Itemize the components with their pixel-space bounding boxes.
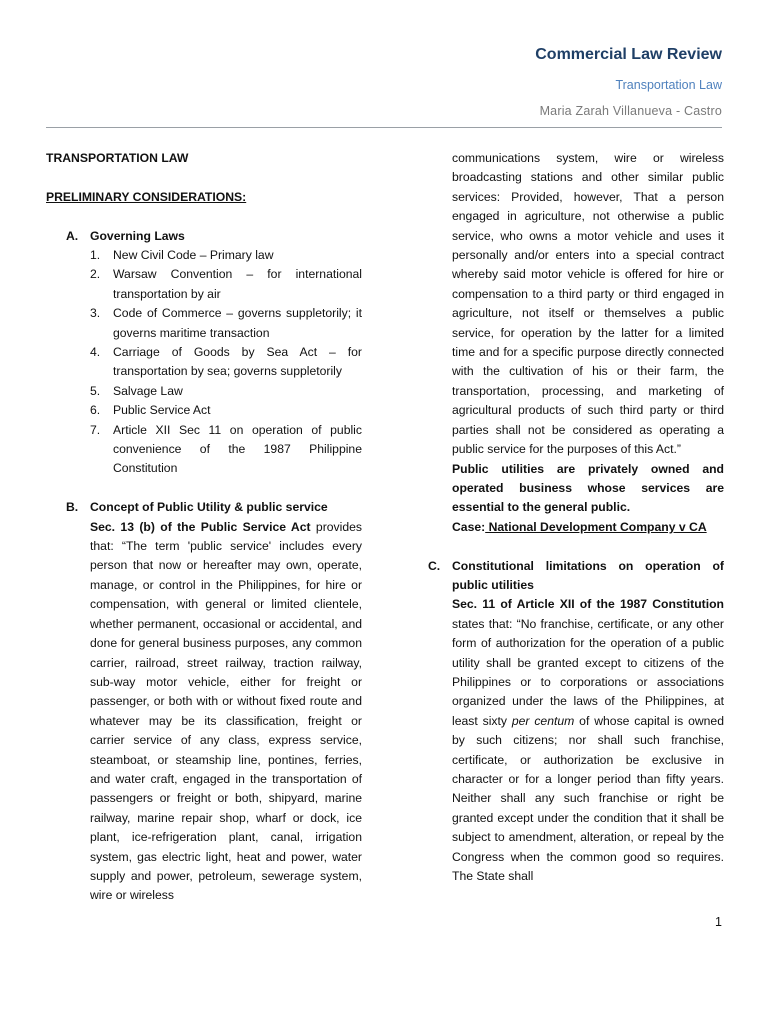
section-b-text: provides that: “The term 'public service' includes every person that now or hereafter may own, operate, manage, or control in the Philippines, for hire or compensation, with general or limited clientele, whether permanent, occasional or accidental, and done for general business purposes, any common carrier, railroad, street railway, traction railway, sub-way motor vehicle, either for freight or passenger, or both with or without fixed route and whatever may be its classification, freight or carrier service of any class, express service, steamboat, or steamship line, pontines, ferries, and water craft, engaged in the transportation of passengers or freight or both, shipyard, marine railway, marine repair shop, wharf or dock, ice plant, ice-refrigeration plant, canal, irrigation system, gas electric light, heat and power, water supply and power, petroleum, sewerage system, wire or wireless <box>90 519 362 903</box>
law-list-item: 7. Article XII Sec 11 on operation of public convenience of the 1987 Philippine Constitution <box>90 422 362 476</box>
preliminary-heading: PRELIMINARY CONSIDERATIONS: <box>46 189 247 204</box>
section-b-body <box>46 518 362 906</box>
public-utilities-definition: Public utilities are privately owned and operated business whose services are essential to the general public. <box>452 461 724 515</box>
document-heading: TRANSPORTATION LAW <box>46 151 189 165</box>
section-c-body: Sec. 11 of Article XII of the 1987 Constitution states that: “No franchise, certificate, or any other form of authorization for the operation of a public utility shall be granted except to citizens of the Philippines or to corporations or associations organized under the laws of the Philippines, at least sixty per centum of whose capital is owned by such citizens; nor shall such franchise, certificate, or authorization be exclusive in character or for a longer period than fifty years. Neither shall any such franchise or right be granted except under the condition that it shall be subject to amendment, alteration, or repeal by the Congress when the common good so requires. The State shall <box>452 597 724 884</box>
continued-text: communications system, wire or wireless broadcasting stations and other similar public services: Provided, however, That a person engaged in agriculture, not otherwise a public service, who owns a motor vehicle and uses it personally and/or enters into a special contract whereby said motor vehicle is offered for hire or compensation to a third party or third engaged in agriculture, not itself or themselves a public service, for operation by the latter for a limited time and for a specific purpose directly connected with the cultivation of his or their farm, the transportation, processing, and marketing of agricultural products of such third party or third parties shall not be considered as operating a public service for the purposes of this Act.” <box>452 151 724 457</box>
section-b-title: Concept of Public Utility & public service <box>90 500 328 515</box>
section-c-title: Constitutional limitations on operation of public utilities <box>452 558 724 592</box>
page-number: 1 <box>715 915 722 929</box>
section-a-label: A. <box>66 228 79 243</box>
law-list-item: 2. Warsaw Convention – for international transportation by air <box>90 267 362 301</box>
header-author: Maria Zarah Villanueva - Castro <box>539 104 722 118</box>
section-c-label: C. <box>428 558 441 573</box>
section-c-heading <box>428 557 724 596</box>
section-c-reference: Sec. 11 of Article XII of the 1987 Constitution <box>452 597 724 612</box>
italic-term: per centum <box>511 713 575 728</box>
header-title: Commercial Law Review <box>535 46 722 63</box>
law-list-item: 1. New Civil Code – Primary law <box>90 248 274 262</box>
law-list-item: 6. Public Service Act <box>90 403 211 418</box>
header-divider <box>46 127 722 128</box>
section-b-label: B. <box>66 500 79 515</box>
law-list-item: 3. Code of Commerce – governs suppletorily; it governs maritime transaction <box>90 306 362 340</box>
right-column <box>428 149 724 886</box>
section-a-title: Governing Laws <box>90 228 185 243</box>
case-citation <box>452 518 724 537</box>
section-b-reference: Sec. 13 (b) of the Public Service Act <box>90 519 311 534</box>
law-list-item: 4. Carriage of Goods by Sea Act – for transportation by sea; governs suppletorily <box>90 345 362 379</box>
header-subtitle: Transportation Law <box>615 78 722 92</box>
law-list-item: 5. Salvage Law <box>90 383 183 398</box>
left-column <box>46 149 362 906</box>
case-label: Case: <box>452 519 486 534</box>
case-name: National Development Company v CA <box>485 519 707 534</box>
section-b-heading <box>46 498 362 517</box>
section-a-heading <box>46 227 362 246</box>
